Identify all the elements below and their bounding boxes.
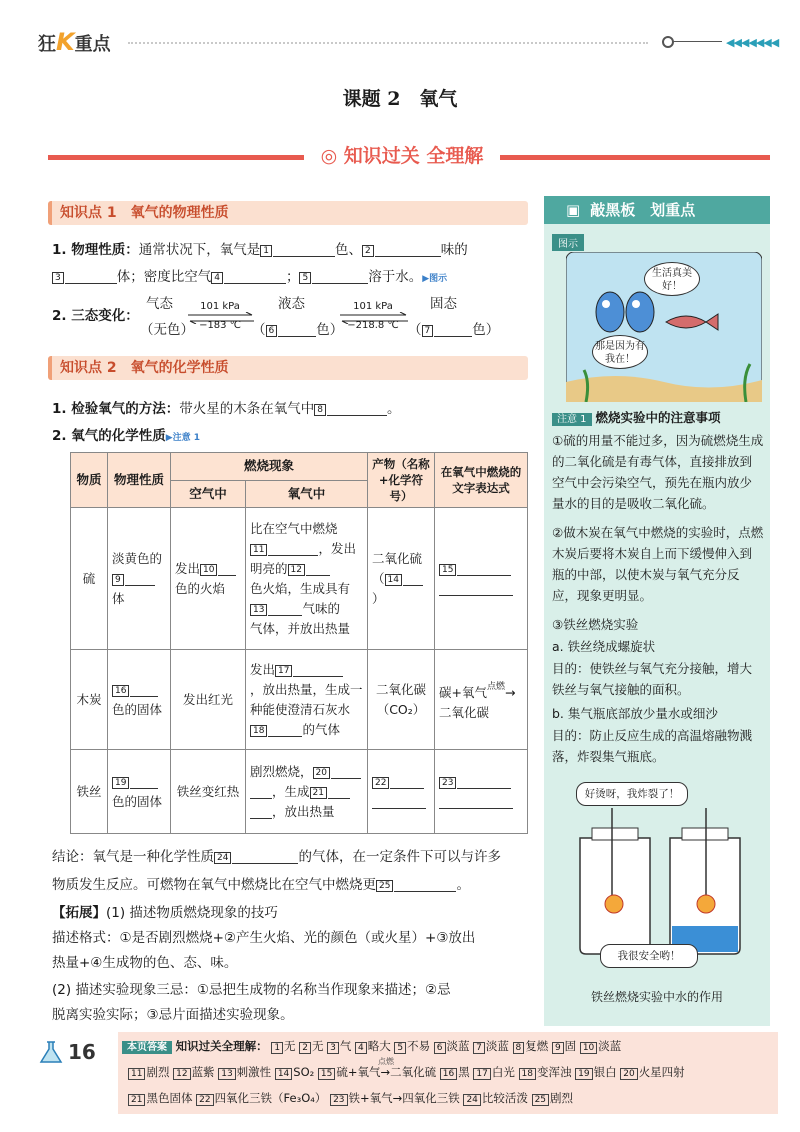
cell-iron: 铁丝 [71,750,108,834]
knowledge-icon: ◎ [320,145,338,167]
answers-line1: 本页答案 知识过关全理解： 1 无 2 无 3 气 4 略大 5 不易 6 淡蓝 7 淡蓝 8 复燃 9 固 10 淡蓝 [122,1035,621,1059]
figure-caption: 铁丝燃烧实验中水的作用 [590,990,723,1004]
extend-line4: (2) 描述实验现象三忌：①忌把生成物的名称当作现象来描述；②忌 [52,982,451,998]
kp2-heading: 知识点 2 氧气的化学性质 [48,356,528,380]
cell-iron-phys: 19 色的固体 [108,750,171,834]
state-gas-color: （无色） [140,322,194,338]
header-divider [128,42,648,44]
kp2-line2: 2. 氧气的化学性质▶注意 1 [52,428,201,444]
page-number: 16 [68,1040,96,1064]
kp2-line1: 1. 检验氧气的方法：带火星的木条在氧气中 8 。 [52,401,401,417]
speech-bubble-fish: 生活真美好！ [644,262,700,296]
th-substance: 物质 [71,453,108,508]
teacher-icon: ▣ [566,201,581,219]
answers-line3: 21 黑色固体 22 四氧化三铁（Fe₃O₄） 23 铁+氧气→四氧化三铁 24 比较活泼 25 剧烈 [128,1087,573,1109]
speech-bubble-oxygen: 那是因为有我在！ [592,335,648,369]
cell-iron-o2: 剧烈燃烧， 20 ，生成 21 ，放出热量 [246,750,368,834]
kp1-line2: 3 体；密度比空气 4 ； 5 溶于水。▶图示 [52,266,447,290]
flask-icon [38,1040,64,1064]
th-oxygen: 氧气中 [246,480,368,508]
cell-carbon-phys: 16 色的固体 [108,650,171,750]
section-banner: ◎ 知识过关 全理解 [308,141,496,169]
th-air: 空气中 [171,480,246,508]
jar-illustration [560,808,760,958]
header-rule [674,41,722,42]
note-p3: ③铁丝燃烧实验 [552,617,639,632]
note-heading: 注意 1 燃烧实验中的注意事项 [552,408,721,426]
brand-logo: 狂K重点 [38,28,111,56]
header-dot-icon [662,36,674,48]
cell-iron-product: 22 [368,750,435,834]
kp1-heading: 知识点 1 氧气的物理性质 [48,201,528,225]
cell-sulfur-o2: 比在空气中燃烧 11 ，发出 明亮的 12 色火焰，生成具有 13 气味的 气体，并放出热量 [246,508,368,650]
note-p2: ②做木炭在氧气中燃烧的实验时，点燃木炭后要将木炭自上而下缓慢伸入到瓶的中部，以使木炭与氧气充分反应，现象更明显。 [552,525,764,603]
cell-sulfur-equation: 15 [435,508,528,650]
sidebar-heading: ▣ 敲黑板 划重点 [544,196,770,224]
extend-line2: 描述格式：①是否剧烈燃烧+②产生火焰、光的颜色（或火星）+③放出 [52,930,476,946]
state-solid-color: （ 7 色） [408,322,500,338]
cell-carbon: 木炭 [71,650,108,750]
pressure1: 101 kPa [200,301,240,312]
state-liquid: 液态 [278,296,305,312]
cell-carbon-o2: 发出 17 ，放出热量，生成一种能使澄清石灰水 18 的气体 [246,650,368,750]
illustration-tag: 图示 [552,234,584,251]
speech-bubble-safe: 我很安全哟！ [600,944,698,968]
th-burning: 燃烧现象 [171,453,368,481]
state-solid: 固态 [430,296,457,312]
extend-line3: 热量+④生成物的色、态、味。 [52,955,238,971]
arrows-icon: ◀◀◀◀◀◀◀ [726,36,779,49]
table-row [71,508,528,650]
cell-sulfur-product: 二氧化硫 （ 14） [368,508,435,650]
cell-carbon-air: 发出红光 [171,650,246,750]
cell-sulfur-air: 发出 10 色的火焰 [171,508,246,650]
cell-carbon-product: 二氧化碳 （CO₂） [368,650,435,750]
note-p1: ①硫的用量不能过多，因为硫燃烧生成的二氧化硫是有毒气体，直接排放到空气中会污染空气，预先在瓶内放少量水的目的是吸收二氧化硫。 [552,433,764,511]
note-p5: 目的：使铁丝与氧气充分接触，增大铁丝与氧气接触的面积。 [552,661,753,697]
cell-sulfur-phys: 淡黄色的 9 体 [108,508,171,650]
answers-condition-label: 点燃 [378,1057,394,1066]
state-liquid-color: （ 6 色） [252,322,344,338]
cell-iron-equation: 23 [435,750,528,834]
answers-line2: 11 剧烈 12 蓝紫 13 刺激性 14 SO₂ 15 硫+氧气→二氧化硫 16 黑 17 白光 18 变浑浊 19 银白 20 火星四射 [128,1061,685,1083]
kp1-three-states-label: 2. 三态变化： [52,308,139,324]
speech-bubble-cracked: 好烫呀，我炸裂了！ [576,782,688,806]
conclusion-line1: 结论：氧气是一种化学性质 24 的气体，在一定条件下可以与许多 [52,849,501,865]
pressure2: 101 kPa [353,301,393,312]
page-title: 课题 2 氧气 [342,88,458,110]
table-row [71,650,528,750]
cell-sulfur: 硫 [71,508,108,650]
extend-line5: 脱离实验实际；③忌片面描述实验现象。 [52,1007,294,1023]
table-row [71,750,528,834]
conclusion-line2: 物质发生反应。可燃物在氧气中燃烧比在空气中燃烧更 25 。 [52,877,470,893]
th-product: 产物（名称+化学符号） [368,453,435,508]
note-p4: a. 铁丝绕成螺旋状 [552,639,656,654]
th-equation: 在氧气中燃烧的文字表达式 [435,453,528,508]
note-p7: 目的：防止反应生成的高温熔融物溅落，炸裂集气瓶底。 [552,728,753,764]
state-gas: 气态 [146,296,173,312]
kp1-line1: 1. 物理性质：通常状况下，氧气是 1 色、 2 味的 [52,242,468,258]
banner-line-right [500,155,770,160]
note-p6: b. 集气瓶底部放少量水或细沙 [552,706,718,721]
th-physical: 物理性质 [108,453,171,508]
cell-iron-air: 铁丝变红热 [171,750,246,834]
extend-line1: 【拓展】(1) 描述物质燃烧现象的技巧 [52,905,278,921]
temperature1: −183 ℃ [199,320,241,331]
properties-table [70,452,528,834]
cell-carbon-equation: 碳+氧气$^{点燃}$→ 二氧化碳 [435,650,528,750]
banner-line-left [48,155,304,160]
temperature2: −218.8 ℃ [347,320,399,331]
